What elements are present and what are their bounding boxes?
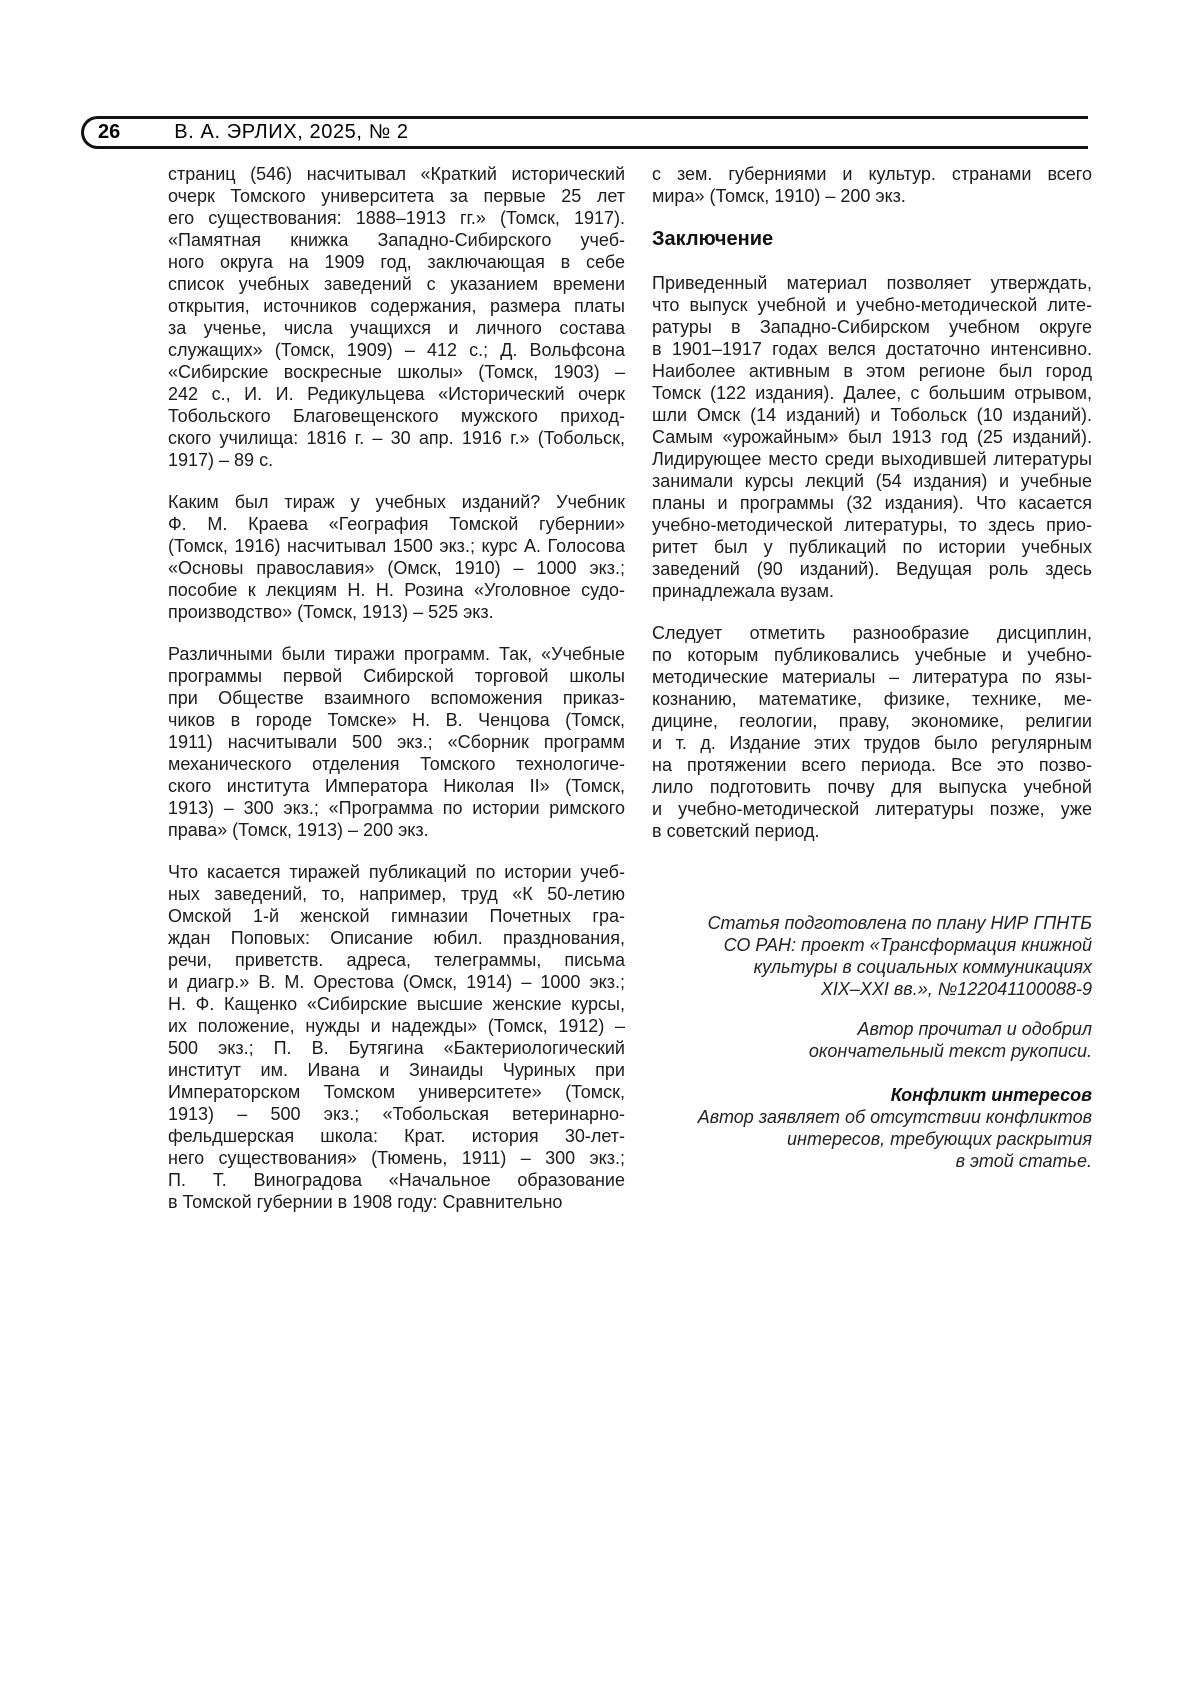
text-line: Тобольского Благовещенского мужского приход- xyxy=(168,406,625,426)
body-paragraph xyxy=(652,163,1092,207)
text-line: П. Т. Виноградова «Начальное образование xyxy=(168,1170,625,1190)
text-line: механического отделения Томского технологиче- xyxy=(168,754,625,774)
text-line: на протяжении всего периода. Все это позво- xyxy=(652,755,1092,775)
note-line: Автор заявляет об отсутствии конфликтов xyxy=(697,1107,1092,1127)
text-line: Императорском Томском университете» (Томск, xyxy=(168,1082,625,1102)
text-line: Омской 1-й женской гимназии Почетных гра- xyxy=(168,906,625,926)
text-line: очерк Томского университета за первые 25 лет xyxy=(168,186,625,206)
text-line: кознанию, математике, физике, технике, ме- xyxy=(652,689,1092,709)
text-line: права» (Томск, 1913) – 200 экз. xyxy=(168,820,429,840)
text-line: лило подготовить почву для выпуска учебной xyxy=(652,777,1092,797)
text-line: открытия, источников содержания, размера платы xyxy=(168,296,625,316)
text-line: речи, приветств. адреса, телеграммы, письма xyxy=(168,950,625,970)
text-line: список учебных заведений с указанием времени xyxy=(168,274,625,294)
note-line: в этой статье. xyxy=(955,1151,1092,1171)
text-line: служащих» (Томск, 1909) – 412 с.; Д. Вольфсона xyxy=(168,340,625,360)
note-line: интересов, требующих раскрытия xyxy=(787,1129,1092,1149)
note-line: окончательный текст рукописи. xyxy=(808,1041,1092,1061)
text-line: заведений (90 изданий). Ведущая роль здесь xyxy=(652,559,1092,579)
text-line: 1913) – 300 экз.; «Программа по истории римского xyxy=(168,798,625,818)
text-line: ратуры в Западно-Сибирском учебном округе xyxy=(652,317,1092,337)
text-line: мира» (Томск, 1910) – 200 экз. xyxy=(652,186,906,206)
text-line: принадлежала вузам. xyxy=(652,581,834,601)
text-line: Ф. М. Краева «География Томской губернии» xyxy=(168,514,625,534)
text-line: учебно-методической литературы, то здесь прио- xyxy=(652,515,1092,535)
page-number: 26 xyxy=(98,121,121,143)
text-line: фельдшерская школа: Крат. история 30-лет- xyxy=(168,1126,625,1146)
text-line: при Обществе взаимного вспоможения приказ- xyxy=(168,688,625,708)
body-paragraph xyxy=(168,163,625,471)
text-line: ных заведений, то, например, труд «К 50-летию xyxy=(168,884,625,904)
text-line: 1913) – 500 экз.; «Тобольская ветеринарно- xyxy=(168,1104,625,1124)
text-line: с зем. губерниями и культур. странами всего xyxy=(652,164,1092,184)
text-line: в 1901–1917 годах велся достаточно интенсивно. xyxy=(652,339,1092,359)
text-line: занимали курсы лекций (54 издания) и учебные xyxy=(652,471,1092,491)
text-line: «Памятная книжка Западно-Сибирского учеб- xyxy=(168,230,625,250)
text-line: что выпуск учебной и учебно-методической лите- xyxy=(652,295,1092,315)
text-line: их положение, нужды и надежды» (Томск, 1912) – xyxy=(168,1016,625,1036)
text-line: «Сибирские воскресные школы» (Томск, 1903) – xyxy=(168,362,625,382)
text-line: Приведенный материал позволяет утверждать, xyxy=(652,273,1092,293)
note-paragraph xyxy=(652,1106,1092,1172)
text-line: производство» (Томск, 1913) – 525 экз. xyxy=(168,602,494,622)
note-line: СО РАН: проект «Трансформация книжной xyxy=(723,935,1092,955)
text-line: Что касается тиражей публикаций по истории учеб- xyxy=(168,862,625,882)
text-line: его существования: 1888–1913 гг.» (Томск, 1917). xyxy=(168,208,625,228)
body-paragraph xyxy=(168,491,625,623)
text-line: шли Омск (14 изданий) и Тобольск (10 изданий). xyxy=(652,405,1092,425)
text-line: ского института Императора Николая II» (Томск, xyxy=(168,776,625,796)
left-column xyxy=(168,163,625,1233)
note-paragraph xyxy=(652,1018,1092,1062)
text-line: 1917) – 89 с. xyxy=(168,450,274,470)
text-line: и учебно-методической литературы позже, уже xyxy=(652,799,1092,819)
text-line: методические материалы – литература по язы- xyxy=(652,667,1092,687)
text-line: ждан Поповых: Описание юбил. празднования, xyxy=(168,928,625,948)
text-line: страниц (546) насчитывал «Краткий исторический xyxy=(168,164,625,184)
text-line: Лидирующее место среди выходившей литературы xyxy=(652,449,1092,469)
right-column xyxy=(652,163,1092,1172)
note-paragraph xyxy=(652,912,1092,1000)
text-line: чиков в городе Томске» Н. В. Ченцова (Томск, xyxy=(168,710,625,730)
text-line: Различными были тиражи программ. Так, «Учебные xyxy=(168,644,625,664)
text-line: институт им. Ивана и Зинаиды Чуриных при xyxy=(168,1060,625,1080)
text-line: Каким был тираж у учебных изданий? Учебник xyxy=(168,492,625,512)
text-line: 242 с., И. И. Редикульцева «Исторический очерк xyxy=(168,384,625,404)
text-line: в советский период. xyxy=(652,821,820,841)
text-line: и т. д. Издание этих трудов было регулярным xyxy=(652,733,1092,753)
text-line: и диагр.» В. М. Орестова (Омск, 1914) – 1000 экз.; xyxy=(168,972,625,992)
header-rule xyxy=(81,116,1088,149)
body-paragraph xyxy=(168,643,625,841)
body-paragraph xyxy=(652,272,1092,602)
text-line: пособие к лекциям Н. Н. Розина «Уголовное судо- xyxy=(168,580,625,600)
body-paragraph xyxy=(168,861,625,1213)
text-line: по которым публиковались учебные и учебно- xyxy=(652,645,1092,665)
text-line: дицине, геологии, праву, экономике, религии xyxy=(652,711,1092,731)
text-line: «Основы православия» (Омск, 1910) – 1000 экз.; xyxy=(168,558,625,578)
text-line: (Томск, 1916) насчитывал 1500 экз.; курс А. Голосова xyxy=(168,536,625,556)
text-line: Наиболее активным в этом регионе был город xyxy=(652,361,1092,381)
note-line: культуры в социальных коммуникациях xyxy=(753,957,1092,977)
note-line: Статья подготовлена по плану НИР ГПНТБ xyxy=(707,913,1092,933)
text-line: 1911) насчитывали 500 экз.; «Сборник программ xyxy=(168,732,625,752)
text-line: программы первой Сибирской торговой школы xyxy=(168,666,625,686)
note-line: XIX–XXI вв.», №122041100088-9 xyxy=(820,979,1092,999)
text-line: Самым «урожайным» был 1913 год (25 изданий). xyxy=(652,427,1092,447)
text-line: него существования» (Тюмень, 1911) – 300 экз.; xyxy=(168,1148,625,1168)
text-line: ритет был у публикаций по истории учебных xyxy=(652,537,1092,557)
text-line: Следует отметить разнообразие дисциплин, xyxy=(652,623,1092,643)
text-line: ного округа на 1909 год, заключающая в себе xyxy=(168,252,625,272)
text-line: 500 экз.; П. В. Бутягина «Бактериологический xyxy=(168,1038,625,1058)
text-line: в Томской губернии в 1908 году: Сравнительно xyxy=(168,1192,563,1212)
note-heading: Конфликт интересов xyxy=(890,1085,1092,1105)
text-line: Н. Ф. Кащенко «Сибирские высшие женские курсы, xyxy=(168,994,625,1014)
text-line: планы и программы (32 издания). Что касается xyxy=(652,493,1092,513)
section-heading: Заключение xyxy=(652,228,774,250)
running-title: В. А. ЭРЛИХ, 2025, № 2 xyxy=(174,121,409,143)
body-paragraph xyxy=(652,622,1092,842)
text-line: Томск (122 издания). Далее, с большим отрывом, xyxy=(652,383,1092,403)
note-line: Автор прочитал и одобрил xyxy=(857,1019,1092,1039)
text-line: за ученье, числа учащихся и личного состава xyxy=(168,318,625,338)
text-line: ского училища: 1816 г. – 30 апр. 1916 г.» (Тобольск, xyxy=(168,428,625,448)
